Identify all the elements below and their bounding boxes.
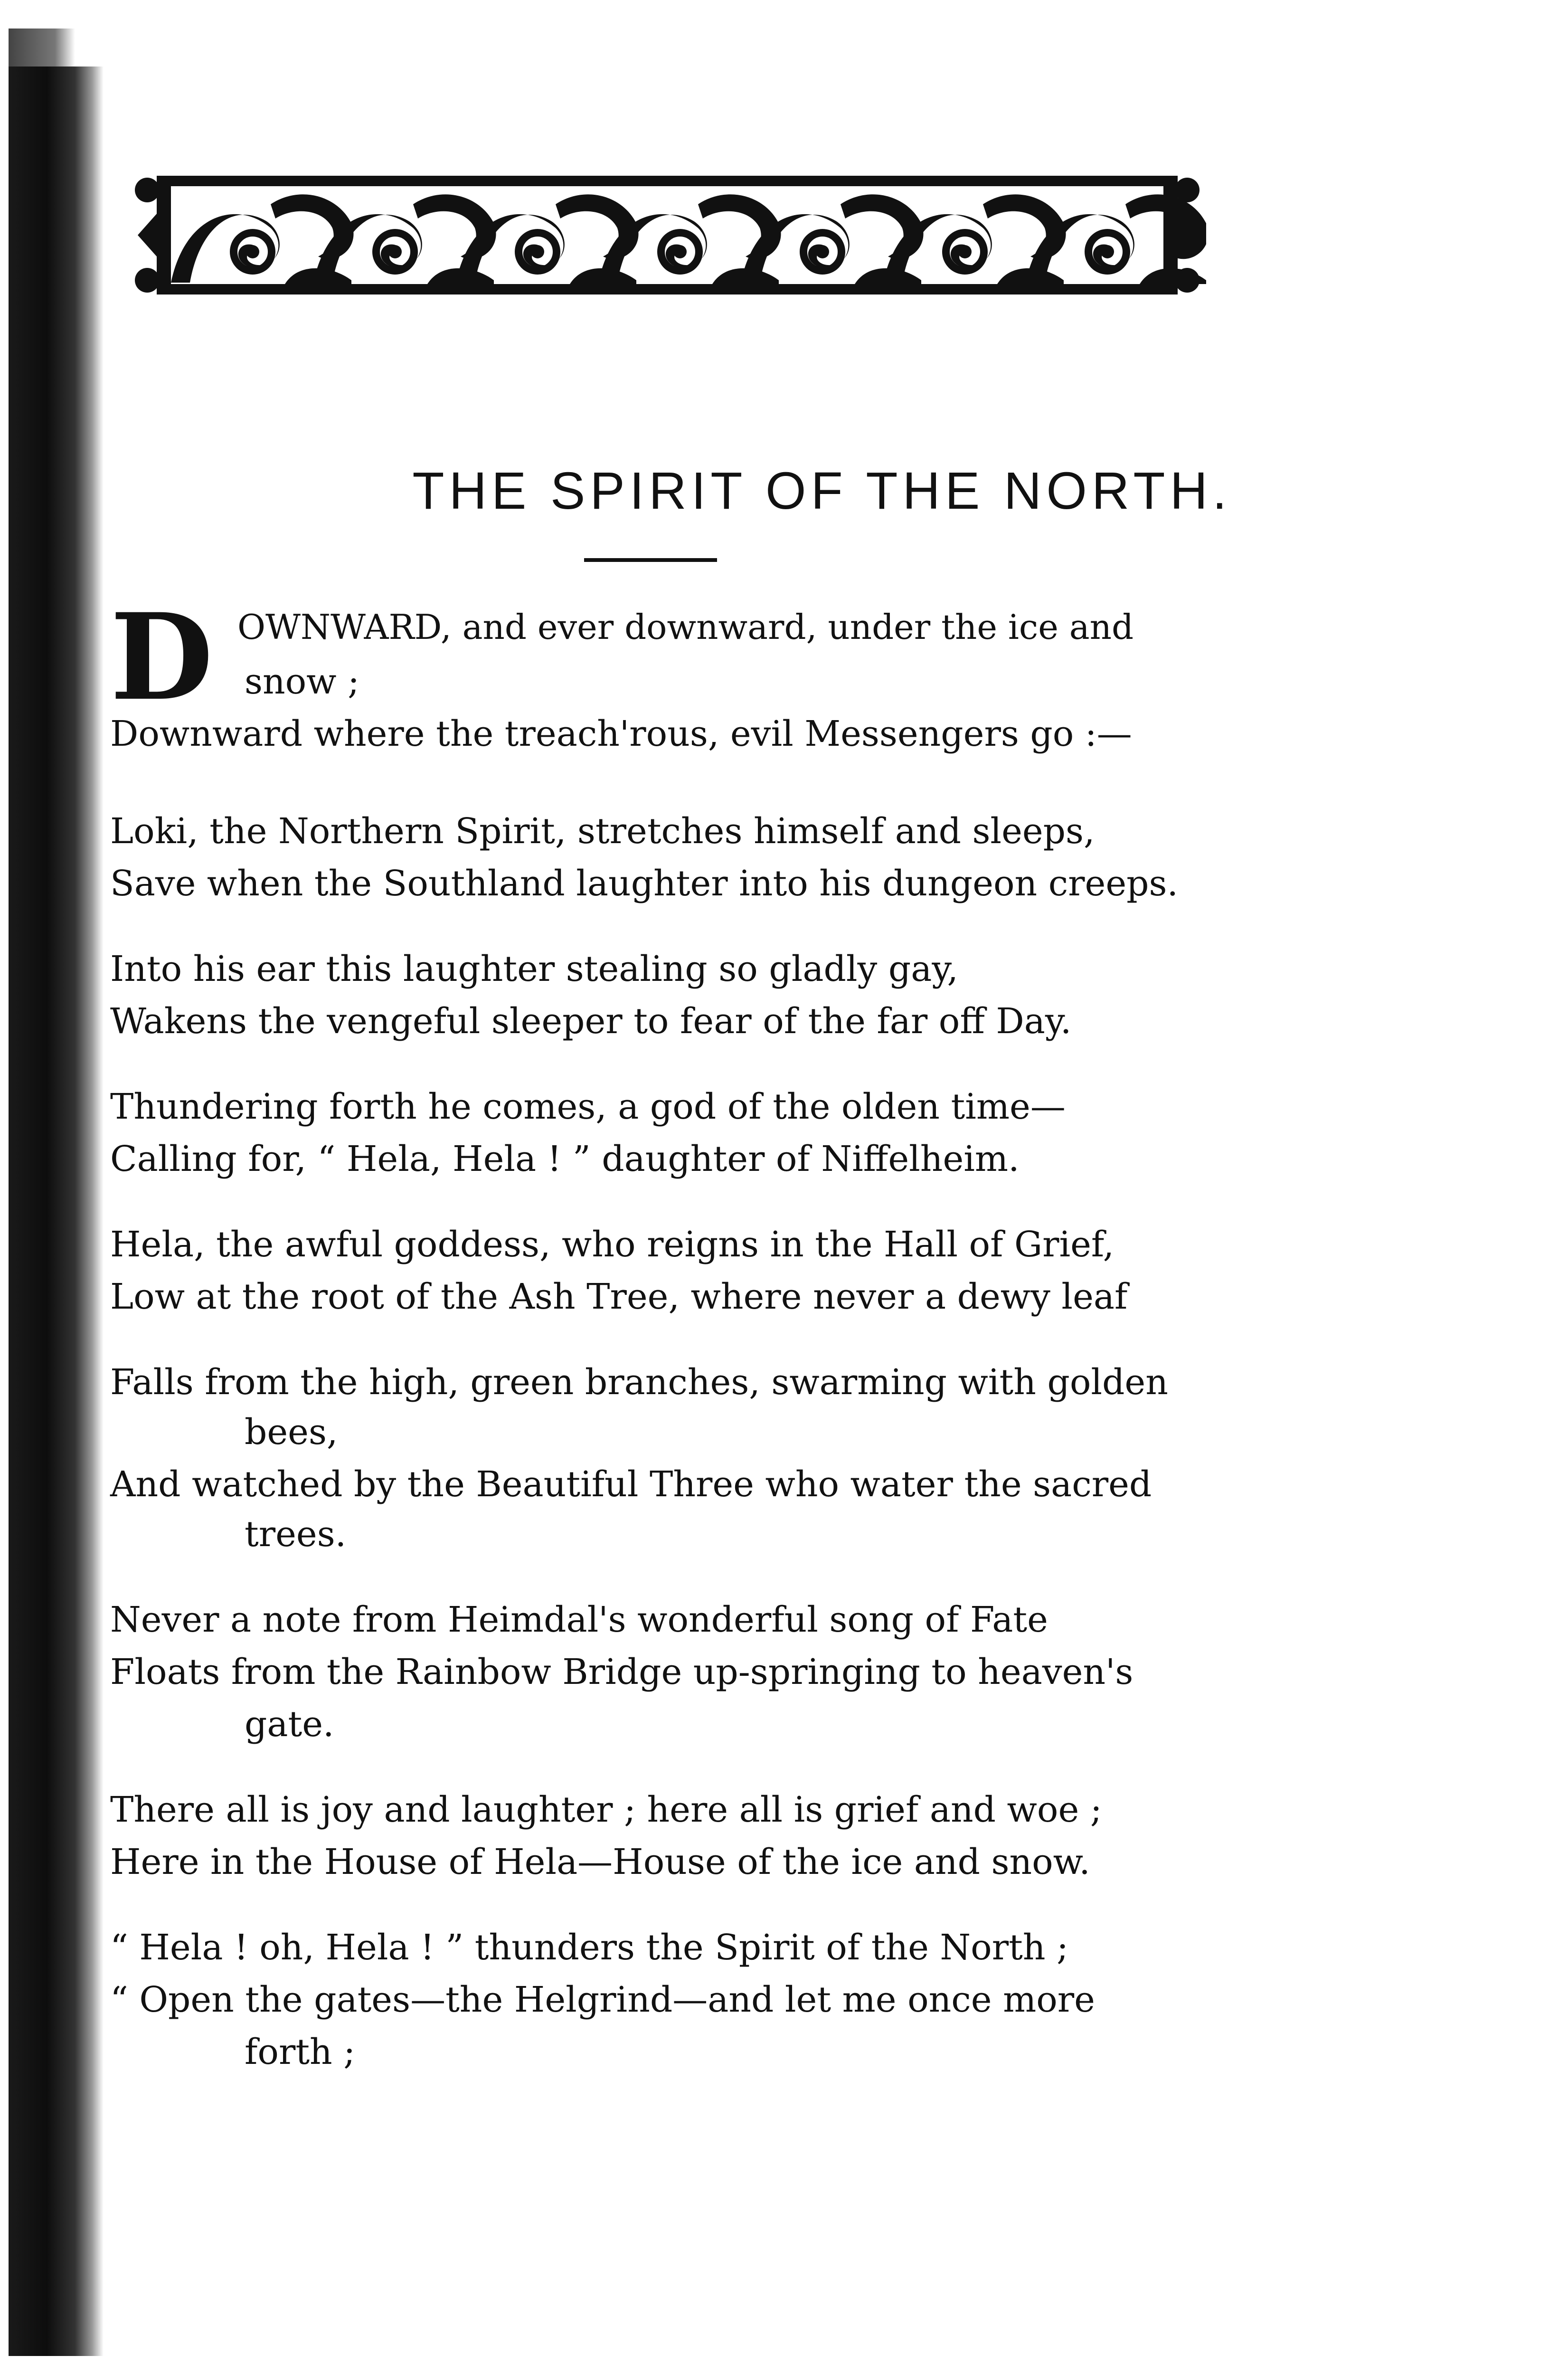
poem-line: Loki, the Northern Spirit, stretches himself and sleeps, — [110, 811, 1095, 852]
poem-line: Low at the root of the Ash Tree, where never a dewy leaf — [110, 1276, 1128, 1317]
poem-line: “ Open the gates—the Helgrind—and let me once more — [110, 1979, 1095, 2020]
poem-line: Wakens the vengeful sleeper to fear of the far off Day. — [110, 1001, 1072, 1042]
poem-line: Downward where the treach'rous, evil Messengers go :— — [110, 713, 1132, 754]
poem-line: snow ; — [245, 661, 359, 702]
poem-line: There all is joy and laughter ; here all is grief and woe ; — [110, 1789, 1102, 1830]
poem-line: Falls from the high, green branches, swarming with golden — [110, 1362, 1168, 1403]
poem-line: forth ; — [245, 2032, 356, 2072]
poem-line: Save when the Southland laughter into his dungeon creeps. — [110, 863, 1178, 904]
poem-line: Floats from the Rainbow Bridge up-springing to heaven's — [110, 1652, 1133, 1692]
poem-line: gate. — [245, 1704, 334, 1745]
poem-line: “ Hela ! oh, Hela ! ” thunders the Spirit of the North ; — [110, 1927, 1068, 1968]
poem-line: Here in the House of Hela—House of the ice and snow. — [110, 1842, 1090, 1882]
poem-line: Never a note from Heimdal's wonderful song of Fate — [110, 1599, 1048, 1640]
poem-line: Into his ear this laughter stealing so gladly gay, — [110, 949, 958, 989]
poem-line-first: OWNWARD, and ever downward, under the ice and — [237, 607, 1134, 647]
poem-line: bees, — [245, 1412, 338, 1453]
poem-title: THE SPIRIT OF THE NORTH. — [412, 462, 1232, 520]
poem-line: And watched by the Beautiful Three who water the sacred — [110, 1464, 1152, 1505]
poem-line: Thundering forth he comes, a god of the olden time— — [110, 1086, 1066, 1127]
poem-line: trees. — [245, 1514, 347, 1555]
drop-cap: D — [110, 587, 213, 727]
poem-line: Calling for, “ Hela, Hela ! ” daughter of Niffelheim. — [110, 1139, 1020, 1179]
poem-line: Hela, the awful goddess, who reigns in the Hall of Grief, — [110, 1224, 1115, 1265]
